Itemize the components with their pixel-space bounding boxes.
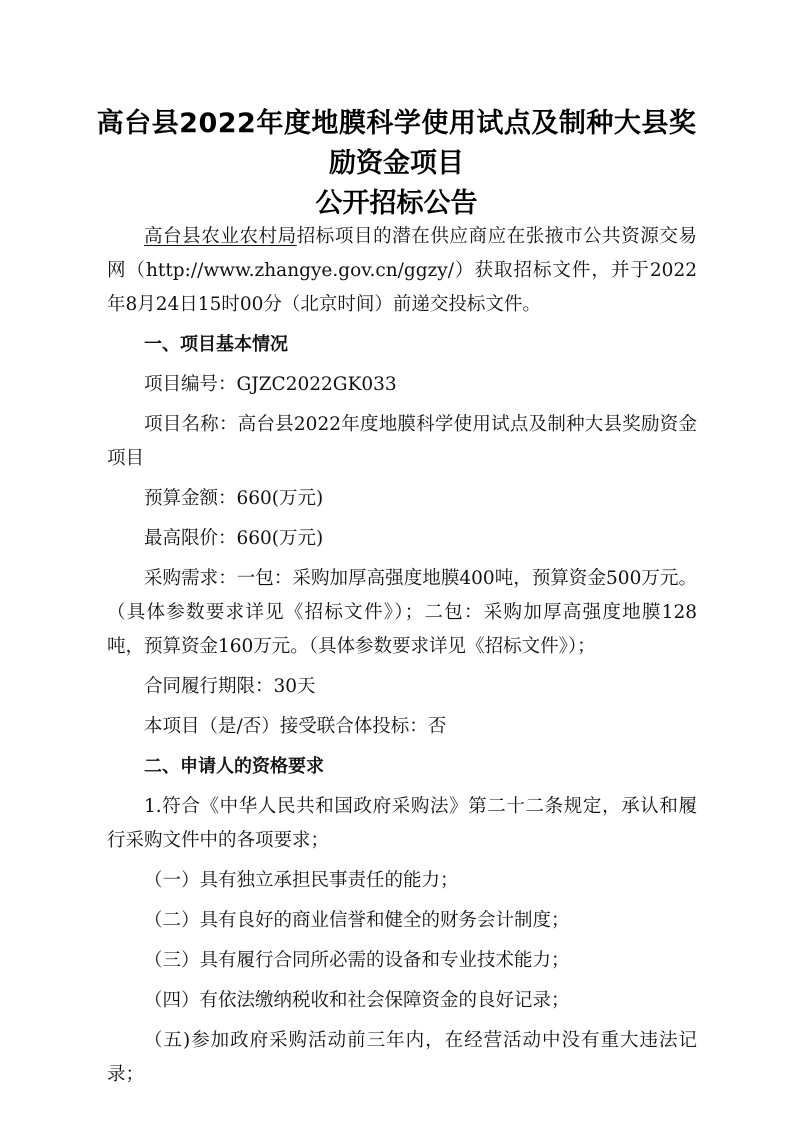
agency-name: 高台县农业农村局 <box>144 226 297 247</box>
qualification-item-1: 1.符合《中华人民共和国政府采购法》第二十二条规定，承认和履行采购文件中的各项要求； <box>107 796 697 851</box>
procurement-requirements: 采购需求：一包：采购加厚高强度地膜400吨，预算资金500万元。（具体参数要求详见《招标文件》）；二包：采购加厚高强度地膜128吨，预算资金160万元。（具体参数要求详见《招标文件》）； <box>107 568 697 657</box>
budget-amount: 预算金额：660(万元) <box>144 488 324 509</box>
document-body <box>107 220 697 1092</box>
section1-heading: 一、项目基本情况 <box>144 334 288 355</box>
intro-paragraph <box>107 220 697 322</box>
qualification-sub-3: （三）具有履行合同所必需的设备和专业技术能力； <box>144 950 570 971</box>
intro-text: 招标项目的潜在供应商应在张掖市公共资源交易网（http://www.zhangye.gov.cn/ggzy/）获取招标文件，并于2022年8月24日15时00分（北京时间）前递交投标文件。 <box>107 226 697 315</box>
max-price: 最高限价：660(万元) <box>144 528 324 549</box>
title-line-2: 励资金项目 <box>329 148 464 179</box>
contract-period: 合同履行期限：30天 <box>144 676 316 697</box>
title-line-1: 高台县2022年度地膜科学使用试点及制种大县奖 <box>96 108 697 139</box>
qualification-sub-5: （五)参加政府采购活动前三年内，在经营活动中没有重大违法记录； <box>107 1030 697 1085</box>
project-number: 项目编号：GJZC2022GK033 <box>144 374 397 395</box>
qualification-sub-4: （四）有依法缴纳税收和社会保障资金的良好记录； <box>144 990 570 1011</box>
consortium-bid: 本项目（是/否）接受联合体投标：否 <box>144 716 447 737</box>
document-title <box>96 104 697 224</box>
qualification-sub-2: （二）具有良好的商业信誉和健全的财务会计制度； <box>144 910 570 931</box>
title-line-3: 公开招标公告 <box>315 188 478 219</box>
project-name: 项目名称：高台县2022年度地膜科学使用试点及制种大县奖励资金项目 <box>107 414 697 469</box>
qualification-sub-1: （一）具有独立承担民事责任的能力； <box>144 870 459 891</box>
section2-heading: 二、申请人的资格要求 <box>144 756 324 777</box>
